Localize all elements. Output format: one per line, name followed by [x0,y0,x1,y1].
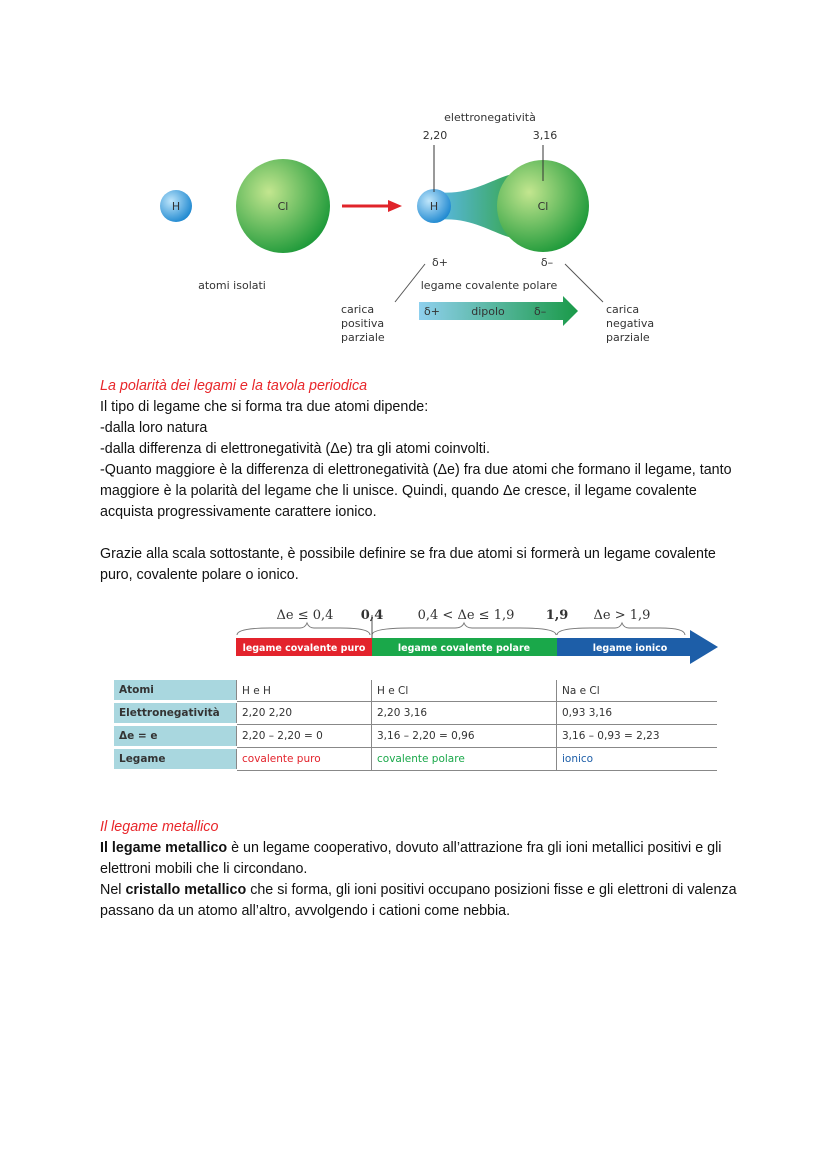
svg-text:0,4: 0,4 [360,608,384,623]
section-heading: La polarità dei legami e la tavola periodica [100,378,368,394]
svg-text:H: H [171,200,181,213]
svg-text:1,9: 1,9 [545,608,569,623]
svg-text:legame covalente polare: legame covalente polare [420,279,558,292]
svg-text:Cl: Cl [537,200,549,213]
svg-text:positiva: positiva [341,317,385,330]
electronegativity-scale [0,595,828,670]
svg-text:parziale: parziale [606,331,650,344]
hcl-polar-bond-figure [0,0,828,360]
svg-text:2,20: 2,20 [422,129,448,142]
svg-text:H: H [429,200,439,213]
table-row: Atomi H e H H e Cl Na e Cl [114,680,717,702]
svg-text:Cl: Cl [277,200,289,213]
svg-text:Δe > 1,9: Δe > 1,9 [593,608,651,623]
svg-text:0,4 < Δe ≤ 1,9: 0,4 < Δe ≤ 1,9 [417,608,515,623]
svg-text:dipolo: dipolo [471,305,505,318]
svg-text:δ–: δ– [534,305,547,318]
section-metallic: Il legame metallico Il legame metallico è un legame cooperativo, dovuto all’attrazione fra gli ioni metallici positivi e gli elettroni mobili che li circondano. Nel cristallo metallico che si forma, gli ioni positivi occupano posizioni fisse e gli elettroni di valenza passano da un atomo all’altro, avvolgendo i cationi come nebbia. [100,817,740,922]
svg-text:elettronegatività: elettronegatività [444,111,536,124]
svg-text:atomi isolati: atomi isolati [198,279,266,292]
svg-text:Δe ≤ 0,4: Δe ≤ 0,4 [276,608,334,623]
bond-comparison-table [114,680,717,772]
section-polarity: La polarità dei legami e la tavola periodica Il tipo di legame che si forma tra due atomi dipende: -dalla loro natura -dalla differenza di elettronegatività (Δe) tra gli atomi coinvolti. -Quanto maggiore è la differenza di elettronegatività (Δe) fra due atomi che formano il legame, tanto maggiore è la polarità del legame che li unisce. Quindi, quando Δe cresce, il legame covalente acquista progressivamente carattere ionico. Grazie alla scala sottostante, è possibile definire se fra due atomi si formerà un legame covalente puro, covalente polare o ionico. [100,376,740,586]
svg-text:legame ionico: legame ionico [592,643,668,654]
svg-text:carica: carica [606,303,640,316]
section-heading: Il legame metallico [100,819,219,835]
svg-text:3,16: 3,16 [532,129,558,142]
table-row: Δe = e 2,20 – 2,20 = 0 3,16 – 2,20 = 0,96 3,16 – 0,93 = 2,23 [114,725,717,748]
svg-text:δ+: δ+ [432,256,448,269]
svg-text:carica: carica [341,303,375,316]
svg-text:legame covalente puro: legame covalente puro [242,643,366,654]
svg-text:δ–: δ– [540,256,554,269]
table-row: Legame covalente puro covalente polare ionico [114,748,717,771]
table-row: Elettronegatività 2,20 2,20 2,20 3,16 0,93 3,16 [114,702,717,725]
svg-text:δ+: δ+ [424,305,440,318]
svg-text:legame covalente polare: legame covalente polare [397,643,531,654]
svg-text:parziale: parziale [341,331,385,344]
svg-text:negativa: negativa [606,317,655,330]
